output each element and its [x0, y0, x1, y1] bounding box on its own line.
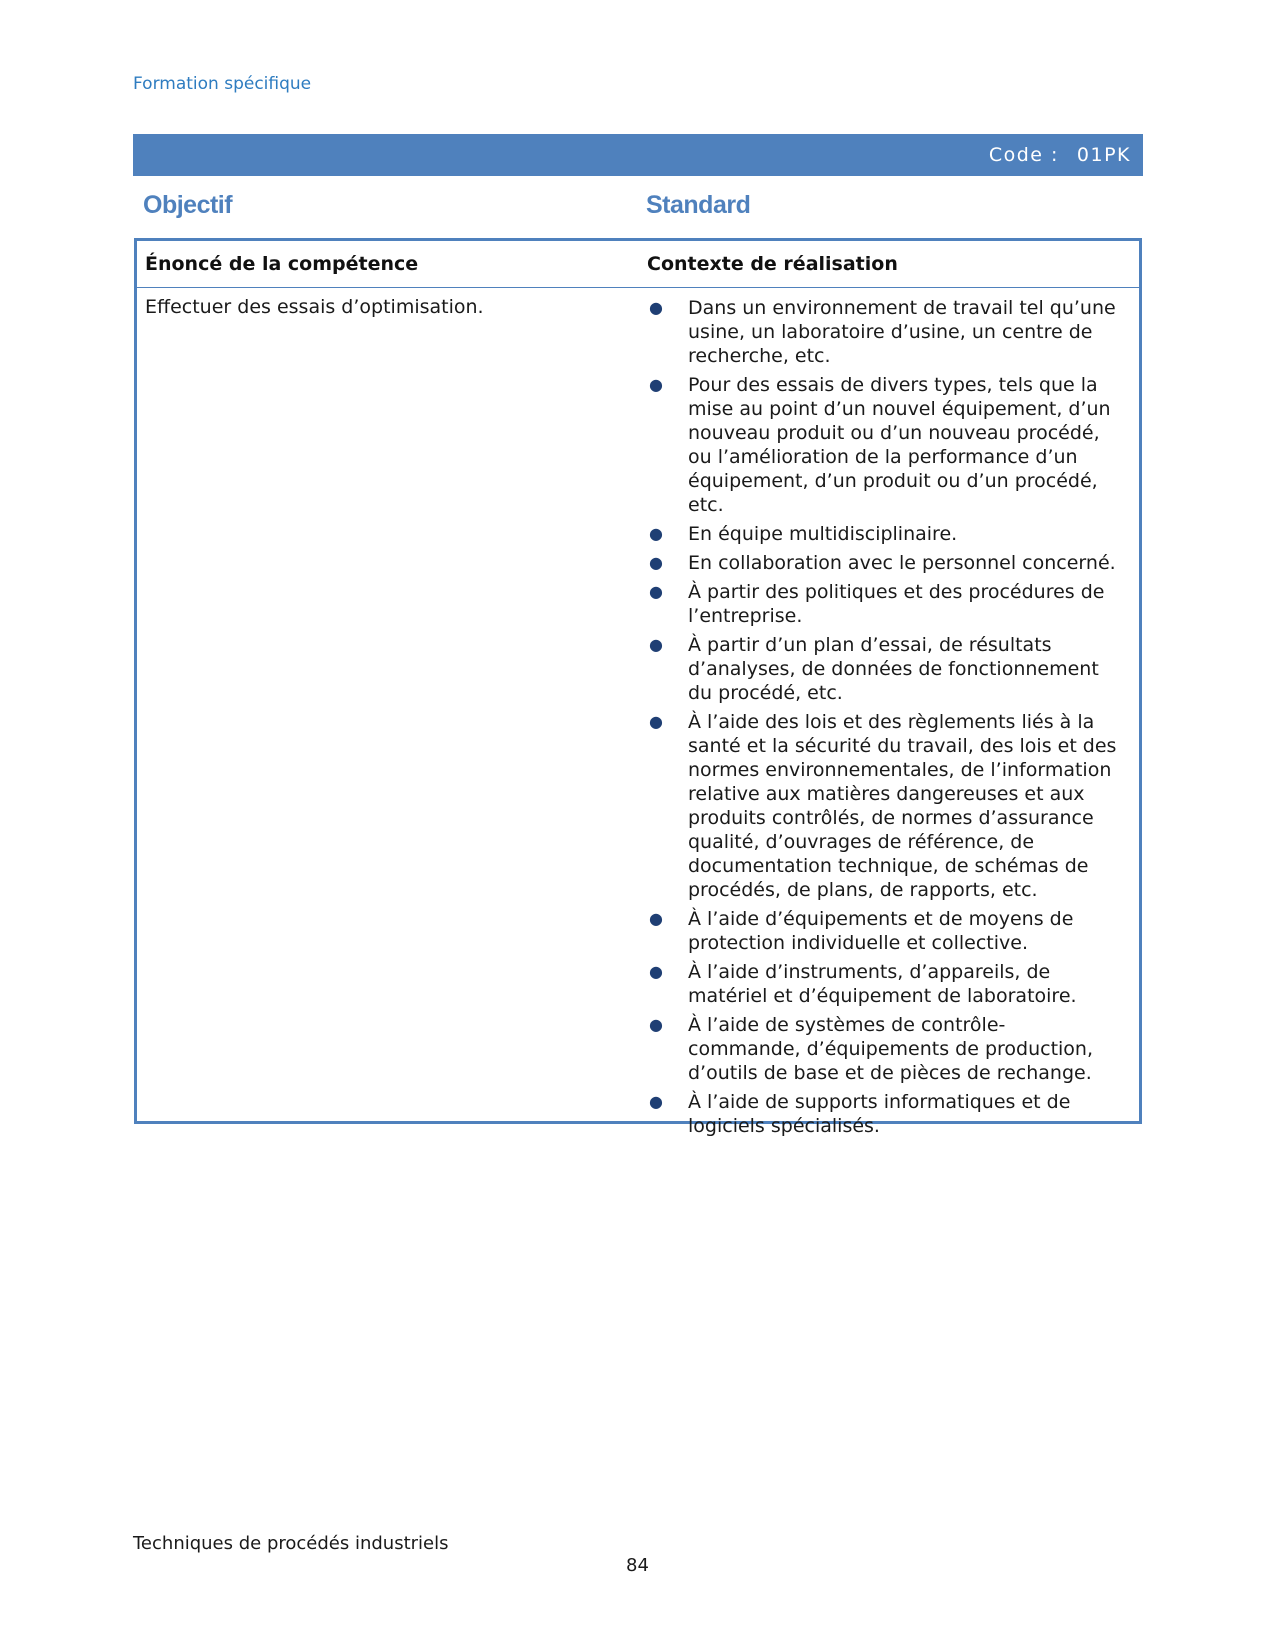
code-label: Code :: [988, 144, 1059, 166]
list-item: [647, 551, 1117, 575]
list-item-text: À l’aide de systèmes de contrôle-commande, d’équipements de production, d’outils de base et de pièces de rechange.: [688, 1014, 1094, 1084]
objectif-title: Objectif: [143, 191, 233, 219]
list-item: [647, 296, 1117, 368]
bullet-icon: ●: [649, 1092, 663, 1111]
standard-title: Standard: [646, 191, 751, 219]
bullet-icon: ●: [649, 298, 663, 317]
table-header-row: [137, 241, 1139, 288]
footer-title: Techniques de procédés industriels: [133, 1533, 449, 1554]
list-item-text: À partir des politiques et des procédures de l’entreprise.: [688, 581, 1105, 627]
running-header: Formation spécifique: [133, 74, 312, 94]
list-item-text: Dans un environnement de travail tel qu’une usine, un laboratoire d’usine, un centre de recherche, etc.: [688, 297, 1116, 367]
bullet-icon: ●: [649, 524, 663, 543]
list-item-text: À l’aide d’instruments, d’appareils, de matériel et d’équipement de laboratoire.: [688, 961, 1077, 1007]
list-item: [647, 522, 1117, 546]
list-item: [647, 710, 1117, 902]
code-value: 01PK: [1076, 144, 1131, 166]
list-item-text: À l’aide d’équipements et de moyens de protection individuelle et collective.: [688, 908, 1074, 954]
list-item: [647, 1013, 1117, 1085]
contexte-header: Contexte de réalisation: [647, 253, 898, 275]
list-item-text: À l’aide des lois et des règlements liés à la santé et la sécurité du travail, des lois et des normes environnementales, de l’information relative aux matières dangereuses et aux produits contrôlés, de normes d’assurance qualité, d’ouvrages de référence, de documentation technique, de schémas de procédés, de plans, de rapports, etc.: [688, 711, 1117, 901]
code-bar: [133, 134, 1143, 176]
bullet-icon: ●: [649, 909, 663, 928]
page-number: 84: [626, 1555, 649, 1576]
list-item: [647, 1090, 1117, 1138]
competence-table: [134, 238, 1142, 1137]
bullet-icon: ●: [649, 712, 663, 731]
bullet-icon: ●: [649, 962, 663, 981]
list-item-text: En équipe multidisciplinaire.: [688, 523, 958, 545]
bullet-icon: ●: [649, 582, 663, 601]
list-item-text: À partir d’un plan d’essai, de résultats d’analyses, de données de fonctionnement du procédé, etc.: [688, 634, 1099, 704]
list-item: [647, 960, 1117, 1008]
list-item-text: À l’aide de supports informatiques et de logiciels spécialisés.: [688, 1091, 1071, 1137]
enonce-text: Effectuer des essais d’optimisation.: [145, 296, 484, 318]
list-item-text: Pour des essais de divers types, tels que la mise au point d’un nouvel équipement, d’un nouveau produit ou d’un nouveau procédé, ou l’amélioration de la performance d’un équipement, d’un produit ou d’un procédé, etc.: [688, 374, 1111, 516]
list-item-text: En collaboration avec le personnel concerné.: [688, 552, 1116, 574]
bullet-icon: ●: [649, 553, 663, 572]
bullet-icon: ●: [649, 375, 663, 394]
context-list: [647, 296, 1117, 1143]
enonce-header: Énoncé de la compétence: [145, 253, 419, 275]
list-item: [647, 373, 1117, 517]
list-item: [647, 633, 1117, 705]
list-item: [647, 907, 1117, 955]
list-item: [647, 580, 1117, 628]
bullet-icon: ●: [649, 1015, 663, 1034]
bullet-icon: ●: [649, 635, 663, 654]
